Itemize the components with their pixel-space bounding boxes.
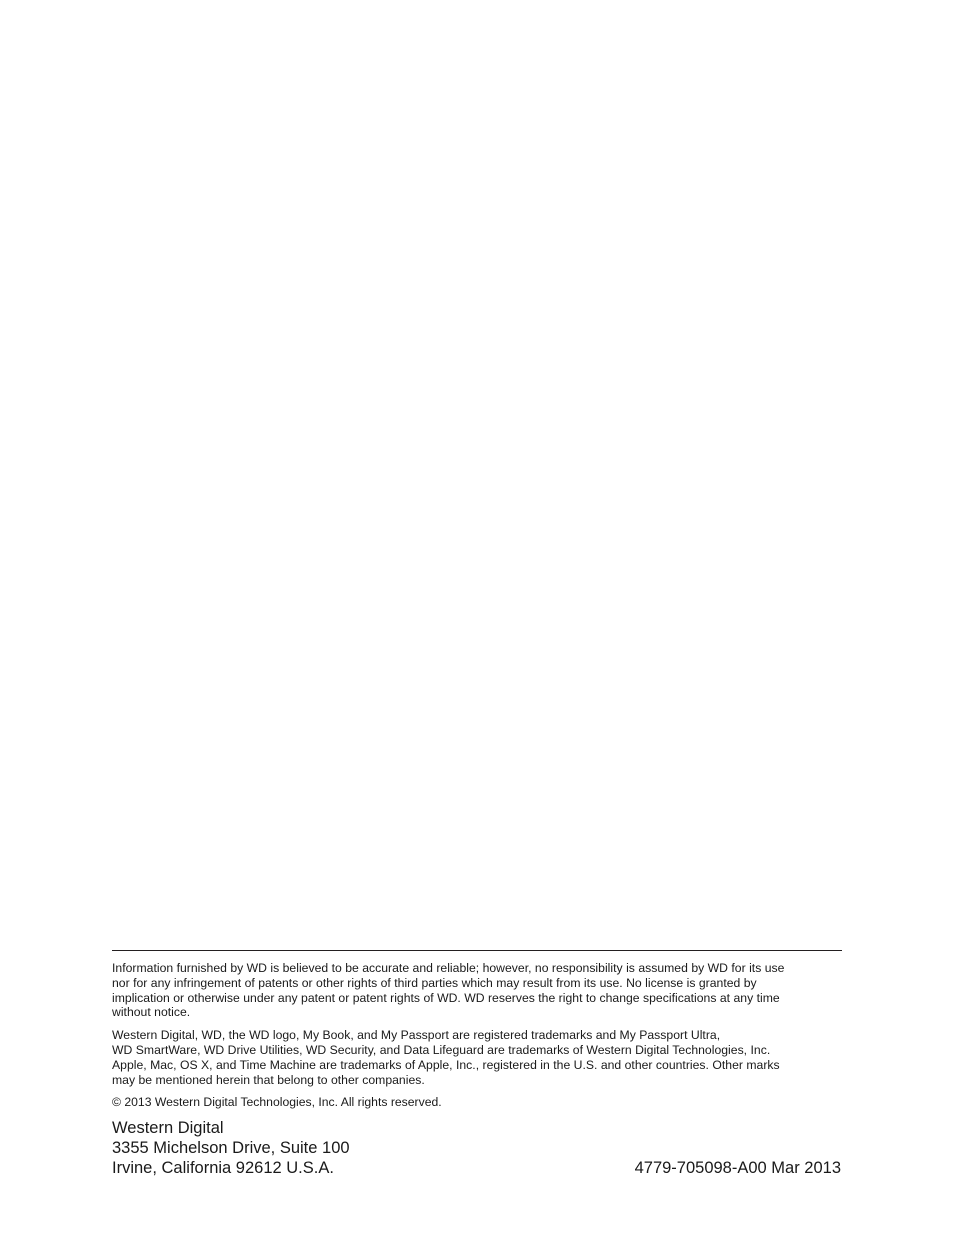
address-block bbox=[112, 1118, 842, 1178]
disclaimer-line: implication or otherwise under any patent or patent rights of WD. WD reserves the right to change specifications at any time bbox=[112, 990, 780, 1005]
legal-footer bbox=[112, 950, 842, 1178]
copyright-notice: © 2013 Western Digital Technologies, Inc. All rights reserved. bbox=[112, 1095, 442, 1110]
company-name: Western Digital bbox=[112, 1119, 224, 1138]
trademarks-line: may be mentioned herein that belong to other companies. bbox=[112, 1072, 425, 1087]
disclaimer-paragraph bbox=[112, 961, 842, 1020]
trademarks-line: WD SmartWare, WD Drive Utilities, WD Security, and Data Lifeguard are trademarks of Western Digital Technologies, Inc. bbox=[112, 1042, 771, 1057]
disclaimer-line: without notice. bbox=[112, 1005, 191, 1020]
disclaimer-line: Information furnished by WD is believed to be accurate and reliable; however, no responsibility is assumed by WD for its use bbox=[112, 961, 785, 975]
trademarks-paragraph bbox=[112, 1028, 842, 1087]
street-address: 3355 Michelson Drive, Suite 100 bbox=[112, 1139, 350, 1158]
part-number: 4779-705098-A00 Mar 2013 bbox=[634, 1159, 841, 1178]
divider-line bbox=[112, 950, 842, 951]
trademarks-line: Apple, Mac, OS X, and Time Machine are trademarks of Apple, Inc., registered in the U.S. and other countries. Other marks bbox=[112, 1057, 780, 1072]
disclaimer-line: nor for any infringement of patents or other rights of third parties which may result from its use. No license is granted by bbox=[112, 975, 757, 990]
city-address: Irvine, California 92612 U.S.A. bbox=[112, 1159, 334, 1178]
trademarks-line: Western Digital, WD, the WD logo, My Book, and My Passport are registered trademarks and My Passport Ultra, bbox=[112, 1028, 721, 1043]
